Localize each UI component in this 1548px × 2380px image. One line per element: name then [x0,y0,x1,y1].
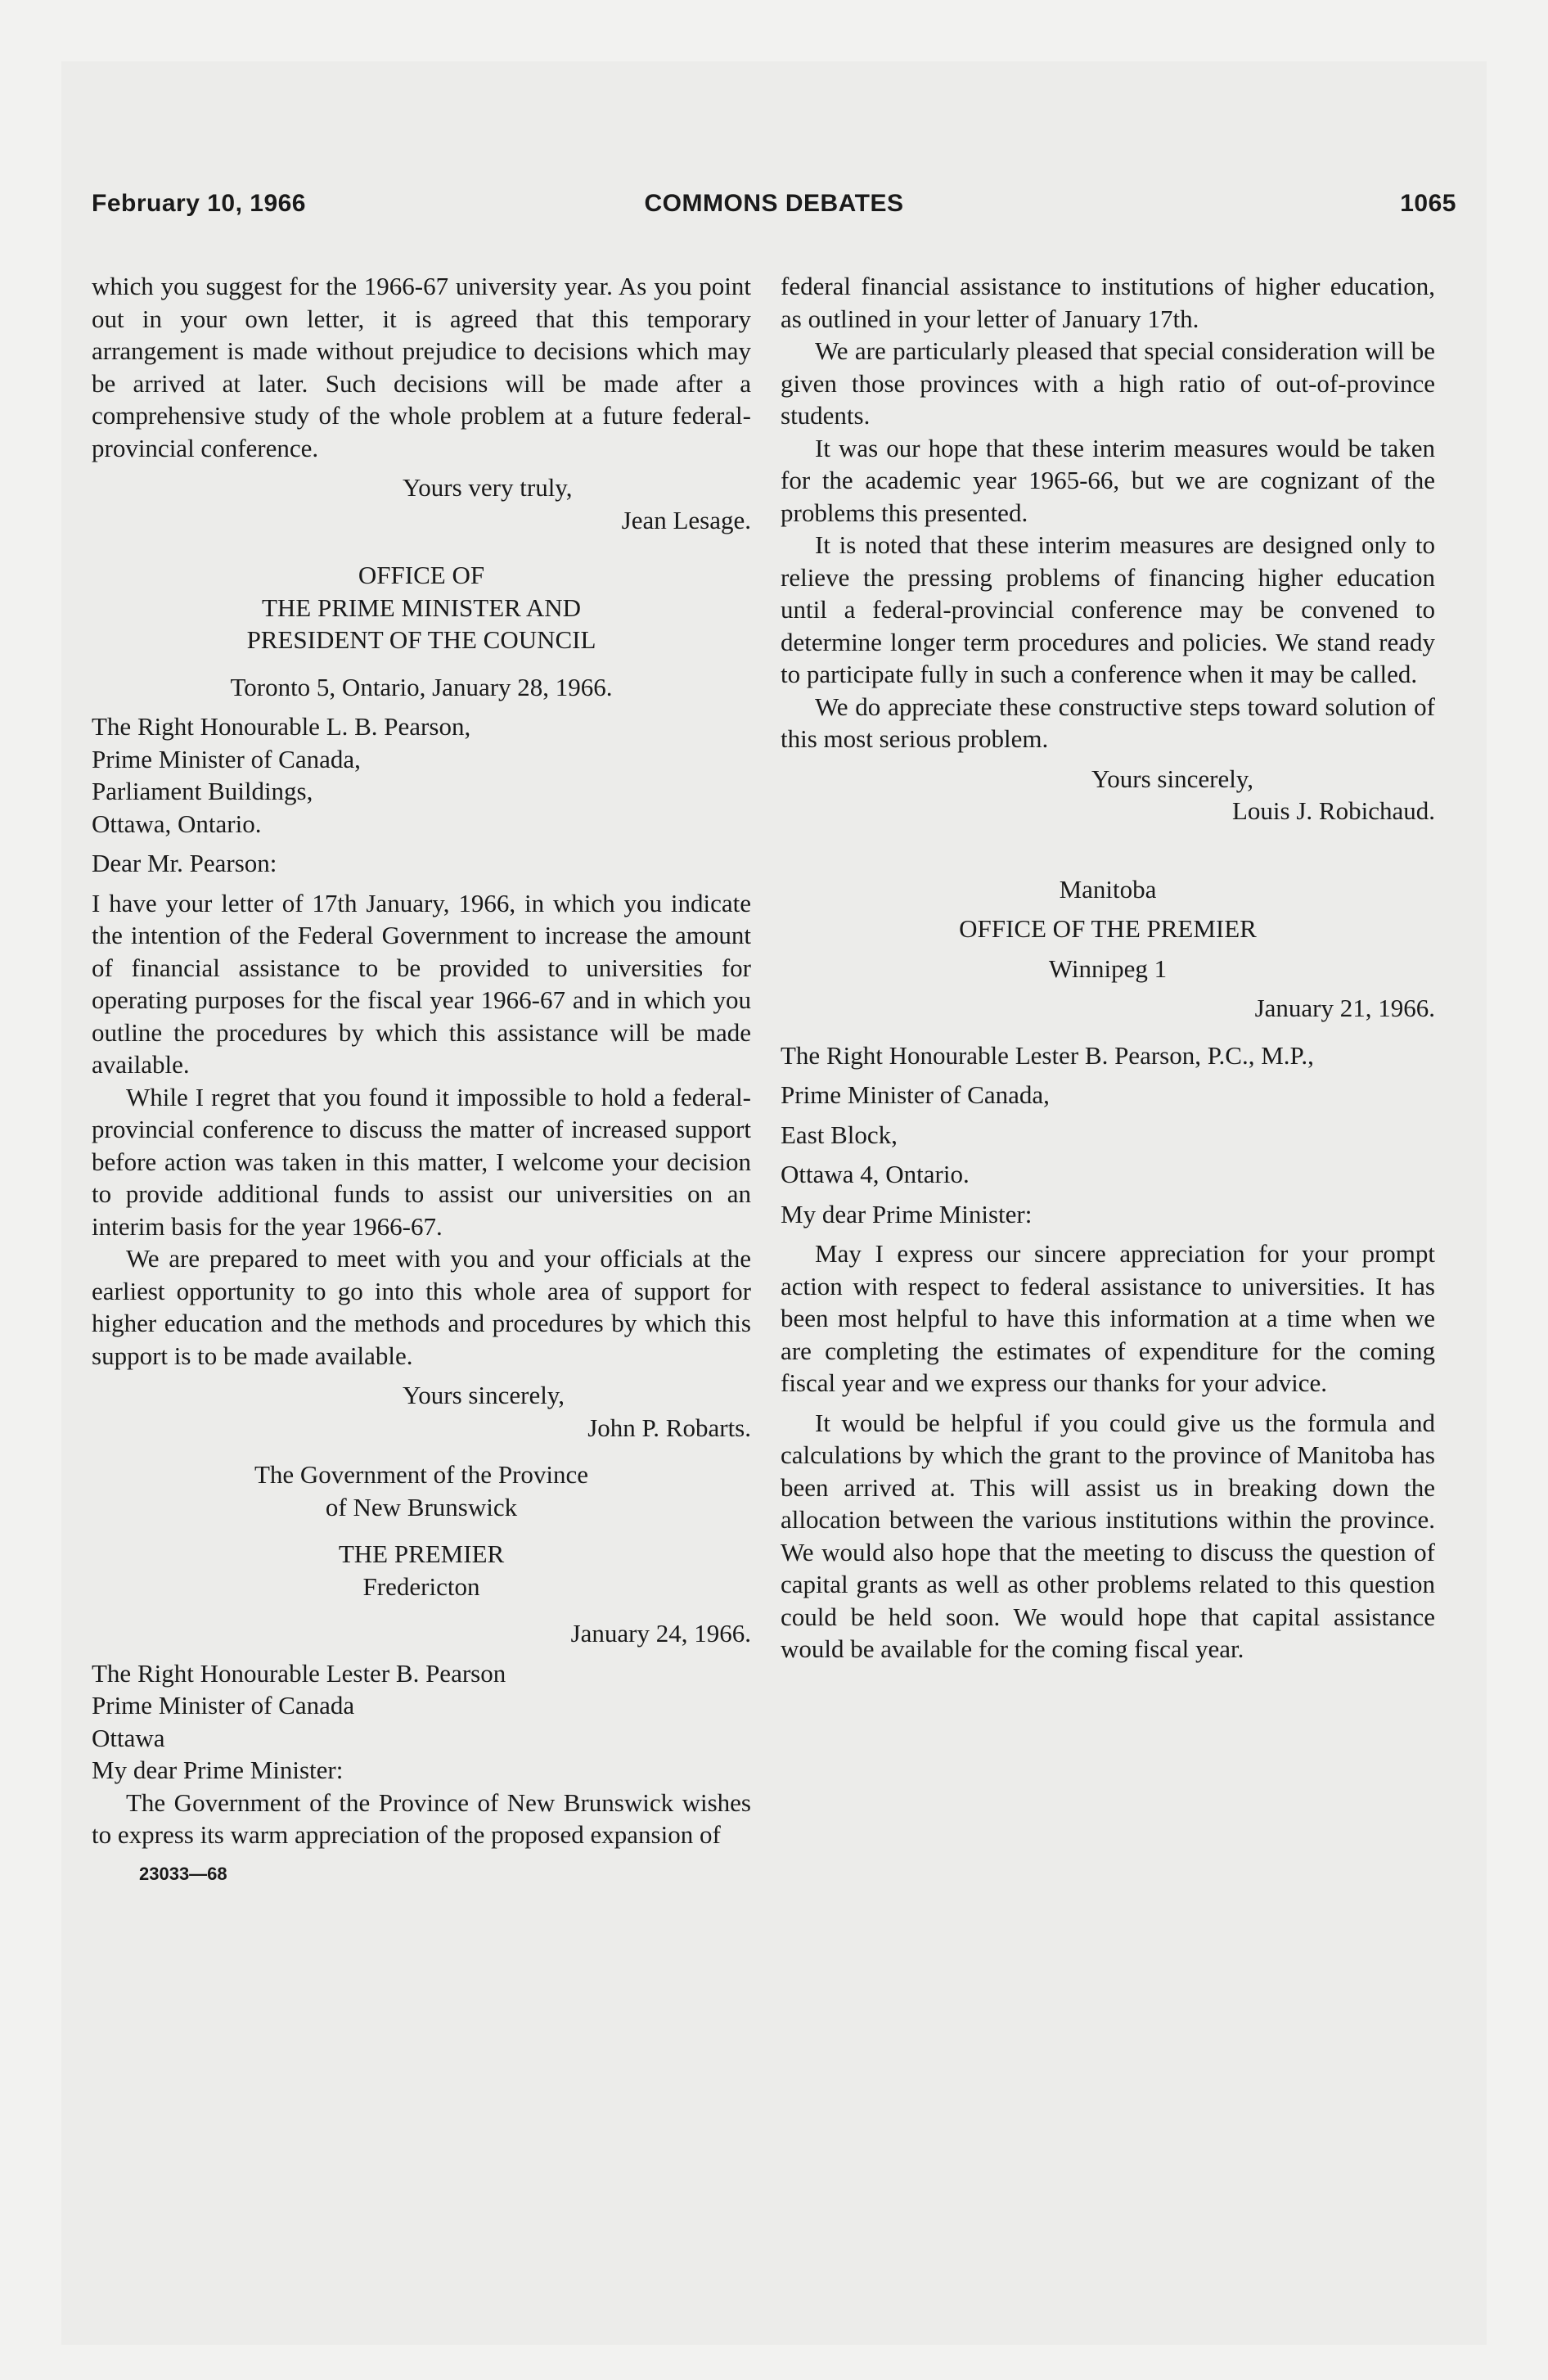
manitoba-addressee-line-2: Prime Minister of Canada, [781,1080,1050,1109]
header-date: February 10, 1966 [92,190,306,217]
new-brunswick-premier-title: THE PREMIER [338,1539,505,1568]
manitoba-addressee-line-3: East Block, [781,1120,898,1149]
ontario-addressee-line-2: Prime Minister of Canada, [92,744,361,773]
header-title: COMMONS DEBATES [644,190,904,217]
manitoba-paragraph-1: May I express our sincere appreciation for your prompt action with respect to federal assistance to universities. It has been most helpful to have this information at a time when we are completing the estimates of expenditure for the coming fiscal year and we express our thanks for your advice. [781,1239,1435,1397]
manitoba-paragraph-2: It would be helpful if you could give us the formula and calculations by which the grant to the province of Manitoba has been arrived at. This will assist us in breaking down the allocation between the various institutions within the province. We would also hope that the meeting to discuss the question of capital grants as well as other problems related to this question could be held soon. We would hope that capital assistance would be available for the coming fiscal year. [781,1408,1435,1663]
closing-yours-sincerely-ontario: Yours sincerely, [403,1381,565,1409]
right-column [781,270,1435,1666]
new-brunswick-heading-line-2: of New Brunswick [325,1492,518,1521]
ontario-paragraph-3: We are prepared to meet with you and your officials at the earliest opportunity to go into this whole area of support for higher education and the methods and procedures by which this support is to be made available. [92,1244,751,1370]
ontario-addressee-line-3: Parliament Buildings, [92,777,313,805]
print-code: 23033—68 [139,1863,227,1884]
signature-john-robarts: John P. Robarts. [587,1413,751,1442]
ontario-paragraph-2: While I regret that you found it impossible to hold a federal-provincial conference to discuss the matter of increased support before action was taken in this matter, I welcome your decision to provide additional funds to assist our universities on an interim basis for the year 1966-67. [92,1082,751,1241]
manitoba-office-heading: OFFICE OF THE PREMIER [959,914,1257,943]
new-brunswick-addressee-line-3: Ottawa [92,1723,165,1752]
ontario-addressee-line-4: Ottawa, Ontario. [92,809,262,838]
new-brunswick-salutation: My dear Prime Minister: [92,1756,344,1784]
new-brunswick-paragraph-4: It is noted that these interim measures are designed only to relieve the pressing problems of financing higher education until a federal-provincial conference may be convened to determine longer term procedures and policies. We stand ready to participate fully in such a conference when it may be called. [781,530,1435,688]
ontario-salutation: Dear Mr. Pearson: [92,849,277,877]
office-heading-line-1: OFFICE OF [358,561,485,589]
new-brunswick-addressee-line-1: The Right Honourable Lester B. Pearson [92,1658,506,1688]
header-page-number: 1065 [1400,190,1456,217]
new-brunswick-date: January 24, 1966. [570,1619,751,1648]
manitoba-salutation: My dear Prime Minister: [781,1199,1033,1228]
closing-yours-very-truly: Yours very truly, [403,473,573,502]
manitoba-addressee-line-1: The Right Honourable Lester B. Pearson, P.C., M.P., [781,1040,1314,1070]
signature-louis-robichaud: Louis J. Robichaud. [1232,796,1435,825]
signature-jean-lesage: Jean Lesage. [621,505,751,534]
new-brunswick-paragraph-2: We are particularly pleased that special consideration will be given those provinces with a high ratio of out-of-province students. [781,336,1435,430]
manitoba-city: Winnipeg 1 [1048,953,1168,983]
new-brunswick-paragraph-1: The Government of the Province of New Brunswick wishes to express its warm appreciation of the proposed expansion of [92,1787,751,1849]
new-brunswick-paragraph-1-cont: federal financial assistance to institutions of higher education, as outlined in your letter of January 17th. [781,272,1435,333]
new-brunswick-paragraph-3: It was our hope that these interim measures would be taken for the academic year 1965-66, but we are cognizant of the problems this presented. [781,433,1435,527]
manitoba-addressee-line-4: Ottawa 4, Ontario. [781,1160,970,1188]
ontario-addressee-line-1: The Right Honourable L. B. Pearson, [92,712,471,741]
new-brunswick-addressee-line-2: Prime Minister of Canada [92,1691,355,1720]
ontario-place-date: Toronto 5, Ontario, January 28, 1966. [230,672,613,701]
new-brunswick-city: Fredericton [362,1571,480,1601]
page-header [92,190,1456,231]
office-heading-line-3: PRESIDENT OF THE COUNCIL [246,625,596,654]
office-heading-line-2: THE PRIME MINISTER AND [261,593,582,622]
ontario-paragraph-1: I have your letter of 17th January, 1966, in which you indicate the intention of the Federal Government to increase the amount of financial assistance to be provided to universities for operating purposes for the fiscal year 1966-67 and in which you outline the procedures by which this assistance will be made available. [92,888,751,1079]
left-column [92,270,751,1890]
manitoba-heading: Manitoba [1059,874,1157,904]
new-brunswick-paragraph-5: We do appreciate these constructive steps toward solution of this most serious problem. [781,692,1435,753]
new-brunswick-heading-line-1: The Government of the Province [254,1460,589,1489]
closing-yours-sincerely-new-brunswick: Yours sincerely, [1091,764,1254,793]
quebec-letter-ending: which you suggest for the 1966-67 university year. As you point out in your own letter, it is agreed that this temporary arrangement is made without prejudice to decisions which may be arrived at later. Such decisions will be made after a comprehensive study of the whole problem at a future federal-provincial conference. [92,272,751,462]
manitoba-date: January 21, 1966. [1254,994,1435,1022]
